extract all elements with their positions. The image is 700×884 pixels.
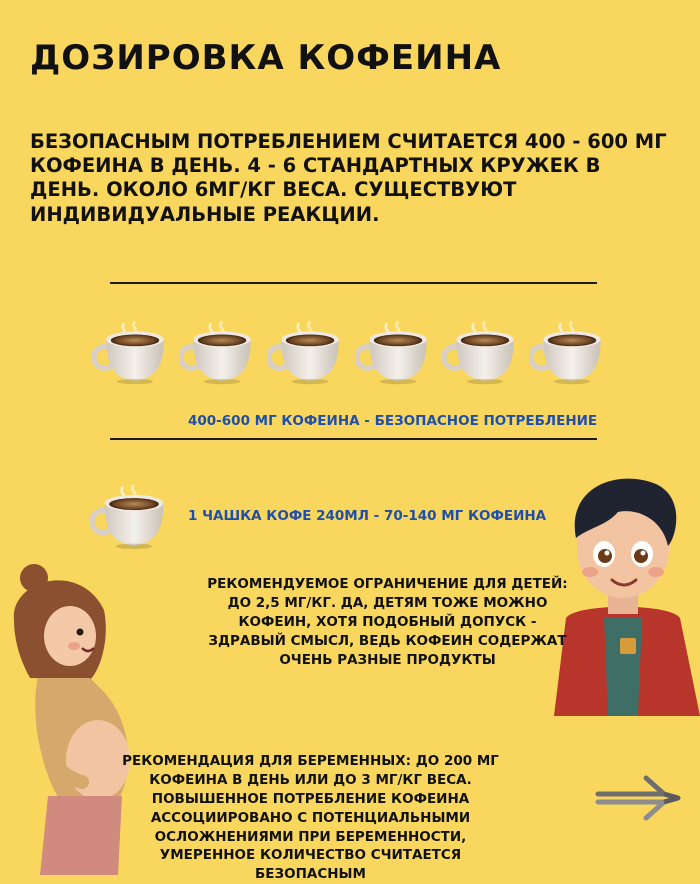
coffee-cup-icon <box>267 316 353 388</box>
divider-top <box>110 282 597 284</box>
intro-text: БЕЗОПАСНЫМ ПОТРЕБЛЕНИЕМ СЧИТАЕТСЯ 400 - 600 МГ КОФЕИНА В ДЕНЬ. 4 - 6 СТАНДАРТНЫХ КРУЖЕК В ДЕНЬ. ОКОЛО 6МГ/КГ ВЕСА. СУЩЕСТВУЮТ ИНДИВИДУАЛЬНЫЕ РЕАКЦИИ. <box>30 130 667 226</box>
arrow-right-icon[interactable] <box>594 772 684 822</box>
cups-row <box>92 316 622 396</box>
coffee-cup-icon <box>92 316 178 388</box>
coffee-cup-icon <box>179 316 265 388</box>
cup-caffeine-label: 1 ЧАШКА КОФЕ 240МЛ - 70-140 МГ КОФЕИНА <box>188 508 547 524</box>
coffee-cup-icon <box>355 316 441 388</box>
coffee-cup-icon <box>529 316 615 388</box>
page-title: ДОЗИРОВКА КОФЕИНА <box>30 38 502 78</box>
pregnancy-recommendation-text: РЕКОМЕНДАЦИЯ ДЛЯ БЕРЕМЕННЫХ: ДО 200 МГ КОФЕИНА В ДЕНЬ ИЛИ ДО 3 МГ/КГ ВЕСА. ПОВЫШЕННОЕ ПОТРЕБЛЕНИЕ КОФЕИНА АССОЦИИРОВАНО С ПОТЕНЦИАЛЬНЫМИ ОСЛОЖНЕНИЯМИ ПРИ БЕРЕМЕННОСТИ, УМЕРЕННОЕ КОЛИЧЕСТВО СЧИТАЕТСЯ БЕЗОПАСНЫМ <box>122 753 499 883</box>
coffee-cup-icon <box>90 480 178 552</box>
divider-bottom <box>110 438 597 440</box>
coffee-cup-icon <box>442 316 528 388</box>
kids-recommendation-text: РЕКОМЕНДУЕМОЕ ОГРАНИЧЕНИЕ ДЛЯ ДЕТЕЙ: ДО 2,5 МГ/КГ. ДА, ДЕТЯМ ТОЖЕ МОЖНО КОФЕИН, ХОТЯ ПОДОБНЫЙ ДОПУСК - ЗДРАВЫЙ СМЫСЛ, ВЕДЬ КОФЕИН СОДЕРЖАТ ОЧЕНЬ РАЗНЫЕ ПРОДУКТЫ <box>207 576 568 668</box>
safe-intake-label: 400-600 МГ КОФЕИНА - БЕЗОПАСНОЕ ПОТРЕБЛЕНИЕ <box>188 413 598 429</box>
